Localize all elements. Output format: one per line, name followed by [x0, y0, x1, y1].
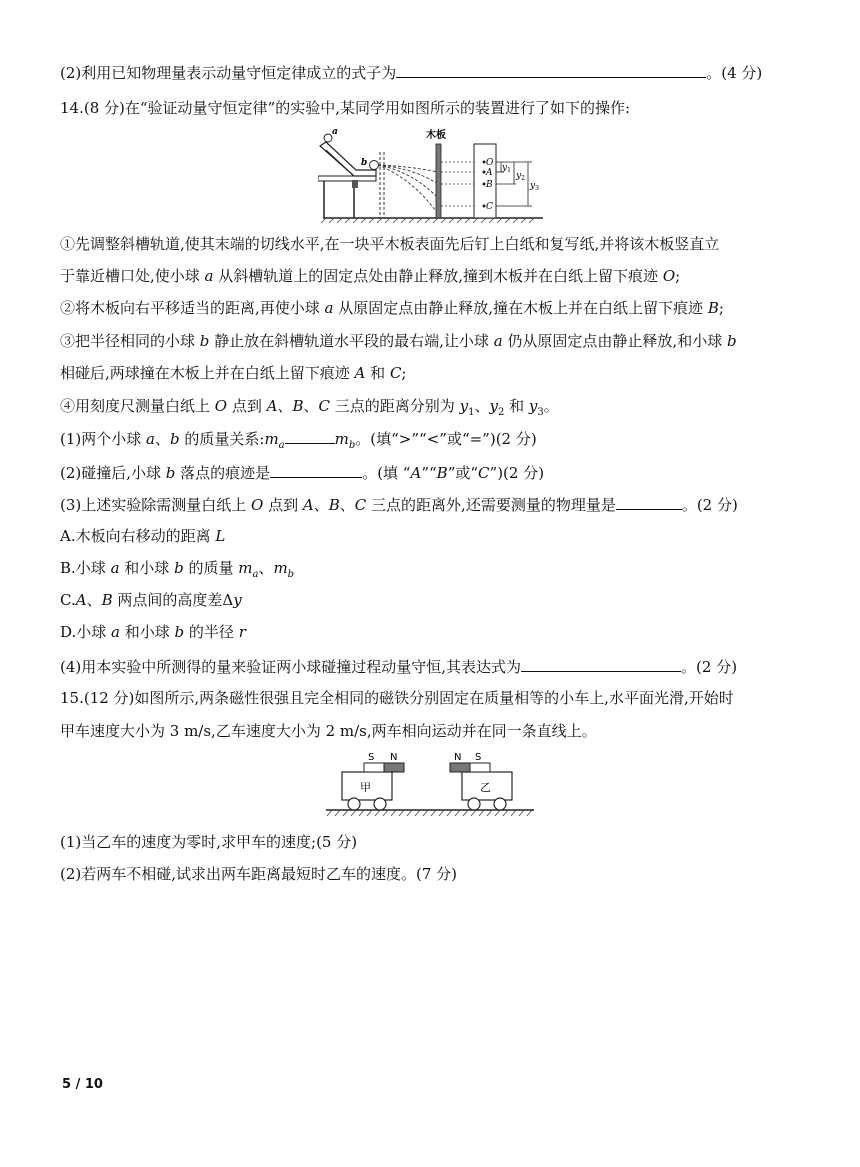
svg-text:y3: $y_3$ [530, 181, 539, 192]
answer-blank[interactable] [521, 656, 681, 672]
q14-step1-line1: ①先调整斜槽轨道,使其末端的切线水平,在一块平木板表面先后钉上白纸和复写纸,并将该木板竖直立 [60, 235, 720, 253]
cart-jia-label: 甲 [360, 781, 371, 794]
page-number: 5 / 10 [62, 1077, 103, 1092]
q15-stem-line2: 甲车速度大小为 3 m/s,乙车速度大小为 2 m/s,两车相向运动并在同一条直线上。 [60, 722, 597, 740]
q14-part2: (2)碰撞后,小球 b 落点的痕迹是 。(填 “A”“B”或“C”)(2 分) [60, 464, 545, 482]
q14-part3: (3)上述实验除需测量白纸上 O 点到 A、B、C 三点的距离外,还需要测量的物理量是 。(2 分) [60, 496, 738, 514]
answer-blank[interactable] [270, 462, 362, 478]
q15-part1: (1)当乙车的速度为零时,求甲车的速度;(5 分) [60, 833, 358, 851]
q14-option-a: A.木板向右移动的距离 L [60, 527, 226, 545]
q14-option-d: D.小球 a 和小球 b 的半径 r [60, 623, 246, 641]
q15-part2: (2)若两车不相碰,试求出两车距离最短时乙车的速度。(7 分) [60, 865, 458, 883]
q14-step1-line2: 于靠近槽口处,使小球 a 从斜槽轨道上的固定点处由静止释放,撞到木板并在白纸上留下痕迹 O; [60, 267, 681, 285]
q14-stem: 14.(8 分)在“验证动量守恒定律”的实验中,某同学用如图所示的装置进行了如下的操作: [60, 99, 631, 117]
label-a: a [332, 127, 338, 137]
q14-part1: (1)两个小球 a、b 的质量关系$:m_a$ $m_b$。(填“>”“<”或“=”)(2 分) [60, 430, 537, 451]
answer-blank[interactable] [285, 428, 335, 444]
cart-yi-label: 乙 [480, 781, 491, 794]
q14-option-b: B.小球 a 和小球 b 的质量 $m_a$、$m_b$ [60, 559, 295, 580]
q13-part2: (2)利用已知物理量表示动量守恒定律成立的式子为 。(4 分) [60, 64, 763, 82]
label-b: b [361, 158, 368, 168]
q14-apparatus-figure [318, 124, 548, 224]
q14-step3-line1: ③把半径相同的小球 b 静止放在斜槽轨道水平段的最右端,让小球 a 仍从原固定点由静止释放,和小球 b [60, 332, 737, 350]
svg-text:A: A [486, 168, 493, 178]
svg-text:y1: $y_1$ [502, 163, 511, 174]
answer-blank[interactable] [616, 494, 682, 510]
q14-step3-line2: 相碰后,两球撞在木板上并在白纸上留下痕迹 A 和 C; [60, 364, 407, 382]
q15-stem-line1: 15.(12 分)如图所示,两条磁性很强且完全相同的磁铁分别固定在质量相等的小车上,水平面光滑,开始时 [60, 689, 734, 707]
label-board: 木板 [426, 130, 446, 141]
svg-text:B: B [486, 180, 493, 190]
q15-carts-figure [326, 748, 536, 820]
q14-step2: ②将木板向右平移适当的距离,再使小球 a 从原固定点由静止释放,撞在木板上并在白纸上留下痕迹 B; [60, 299, 724, 317]
q14-step4: ④用刻度尺测量白纸上 O 点到 A、B、C 三点的距离分别为 $y_1$、$y_2$ 和 $y_3$。 [60, 397, 559, 418]
svg-text:N: N [454, 752, 462, 763]
svg-text:S: S [475, 752, 482, 763]
answer-blank[interactable] [396, 62, 706, 78]
svg-text:y2: $y_2$ [516, 171, 525, 182]
svg-text:O: O [486, 158, 494, 168]
q14-part4: (4)用本实验中所测得的量来验证两小球碰撞过程动量守恒,其表达式为 。(2 分) [60, 658, 738, 676]
svg-text:S: S [368, 752, 375, 763]
svg-text:N: N [390, 752, 398, 763]
q14-option-c: C.A、B 两点间的高度差Δy [60, 591, 242, 609]
svg-text:C: C [486, 202, 493, 212]
